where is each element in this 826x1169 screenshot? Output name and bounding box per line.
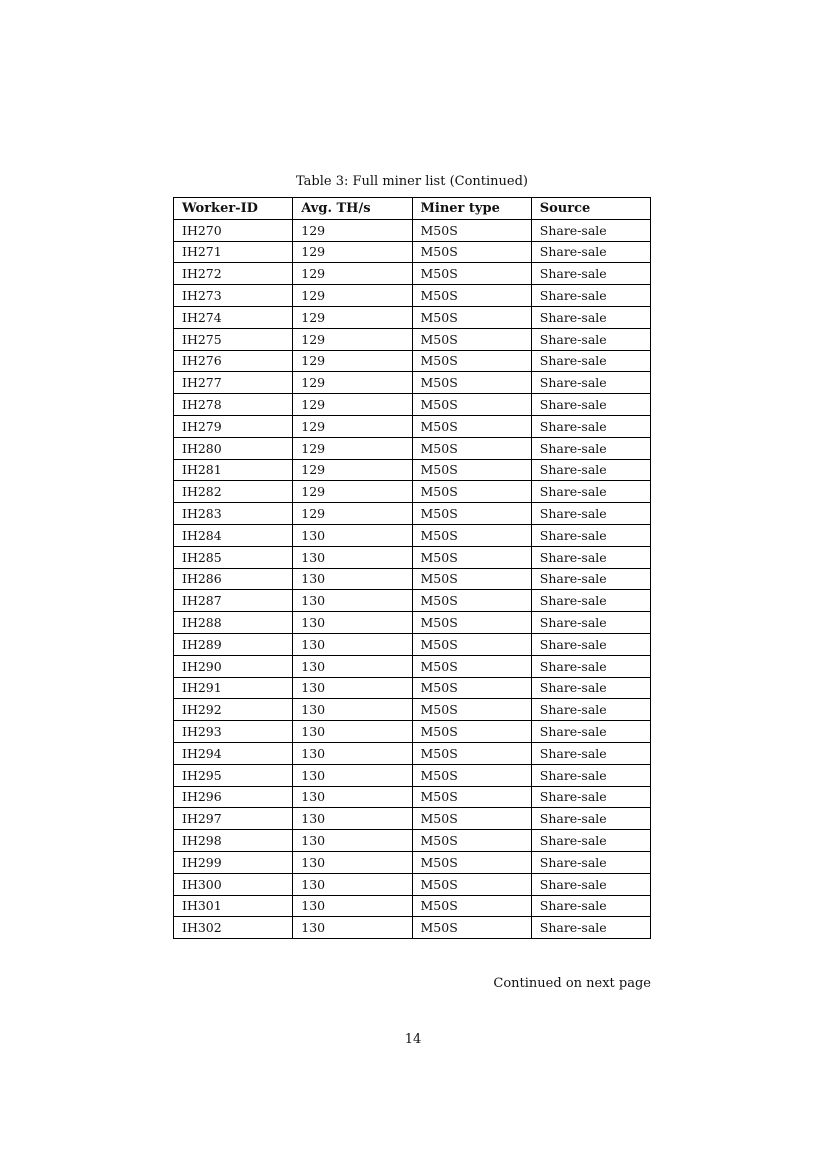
cell-avg-ths: 130 (293, 786, 412, 808)
cell-worker-id: IH281 (174, 459, 293, 481)
cell-worker-id: IH271 (174, 241, 293, 263)
table-row (174, 742, 651, 764)
cell-source: Share-sale (531, 394, 650, 416)
cell-miner-type: M50S (412, 481, 531, 503)
cell-avg-ths: 129 (293, 503, 412, 525)
cell-avg-ths: 129 (293, 285, 412, 307)
cell-miner-type: M50S (412, 524, 531, 546)
cell-miner-type: M50S (412, 459, 531, 481)
table-row (174, 285, 651, 307)
cell-avg-ths: 130 (293, 917, 412, 939)
header-source: Source (531, 198, 650, 220)
cell-worker-id: IH275 (174, 328, 293, 350)
cell-worker-id: IH279 (174, 415, 293, 437)
cell-worker-id: IH295 (174, 764, 293, 786)
cell-source: Share-sale (531, 219, 650, 241)
cell-miner-type: M50S (412, 917, 531, 939)
cell-miner-type: M50S (412, 873, 531, 895)
cell-avg-ths: 130 (293, 546, 412, 568)
cell-avg-ths: 130 (293, 568, 412, 590)
cell-worker-id: IH291 (174, 677, 293, 699)
cell-avg-ths: 129 (293, 394, 412, 416)
cell-source: Share-sale (531, 306, 650, 328)
cell-worker-id: IH293 (174, 721, 293, 743)
table-row (174, 350, 651, 372)
cell-worker-id: IH294 (174, 742, 293, 764)
cell-miner-type: M50S (412, 546, 531, 568)
header-miner-type: Miner type (412, 198, 531, 220)
table-row (174, 481, 651, 503)
table-row (174, 917, 651, 939)
cell-source: Share-sale (531, 503, 650, 525)
table-row (174, 786, 651, 808)
page-number: 14 (404, 1032, 422, 1047)
cell-source: Share-sale (531, 546, 650, 568)
cell-miner-type: M50S (412, 503, 531, 525)
cell-avg-ths: 130 (293, 612, 412, 634)
cell-miner-type: M50S (412, 612, 531, 634)
cell-worker-id: IH290 (174, 655, 293, 677)
cell-worker-id: IH287 (174, 590, 293, 612)
cell-source: Share-sale (531, 677, 650, 699)
cell-worker-id: IH273 (174, 285, 293, 307)
cell-worker-id: IH286 (174, 568, 293, 590)
cell-avg-ths: 130 (293, 764, 412, 786)
cell-source: Share-sale (531, 895, 650, 917)
cell-avg-ths: 130 (293, 895, 412, 917)
table-row (174, 699, 651, 721)
cell-miner-type: M50S (412, 219, 531, 241)
cell-avg-ths: 129 (293, 481, 412, 503)
table-row (174, 830, 651, 852)
cell-miner-type: M50S (412, 721, 531, 743)
cell-miner-type: M50S (412, 677, 531, 699)
cell-miner-type: M50S (412, 699, 531, 721)
cell-worker-id: IH289 (174, 633, 293, 655)
table-row (174, 328, 651, 350)
cell-avg-ths: 130 (293, 830, 412, 852)
cell-avg-ths: 130 (293, 524, 412, 546)
cell-source: Share-sale (531, 524, 650, 546)
cell-source: Share-sale (531, 721, 650, 743)
cell-source: Share-sale (531, 415, 650, 437)
cell-miner-type: M50S (412, 786, 531, 808)
cell-worker-id: IH284 (174, 524, 293, 546)
cell-worker-id: IH280 (174, 437, 293, 459)
cell-source: Share-sale (531, 808, 650, 830)
cell-worker-id: IH282 (174, 481, 293, 503)
cell-miner-type: M50S (412, 328, 531, 350)
cell-source: Share-sale (531, 873, 650, 895)
cell-miner-type: M50S (412, 764, 531, 786)
cell-miner-type: M50S (412, 285, 531, 307)
cell-worker-id: IH285 (174, 546, 293, 568)
cell-source: Share-sale (531, 633, 650, 655)
cell-worker-id: IH272 (174, 263, 293, 285)
cell-source: Share-sale (531, 437, 650, 459)
cell-source: Share-sale (531, 612, 650, 634)
cell-worker-id: IH274 (174, 306, 293, 328)
cell-source: Share-sale (531, 328, 650, 350)
cell-source: Share-sale (531, 830, 650, 852)
cell-source: Share-sale (531, 241, 650, 263)
table-row (174, 677, 651, 699)
table-row (174, 546, 651, 568)
header-avg-ths: Avg. TH/s (293, 198, 412, 220)
cell-avg-ths: 129 (293, 459, 412, 481)
cell-miner-type: M50S (412, 350, 531, 372)
cell-worker-id: IH299 (174, 851, 293, 873)
cell-miner-type: M50S (412, 372, 531, 394)
cell-miner-type: M50S (412, 263, 531, 285)
cell-miner-type: M50S (412, 590, 531, 612)
table-row (174, 851, 651, 873)
table-row (174, 568, 651, 590)
cell-avg-ths: 130 (293, 590, 412, 612)
table-row (174, 219, 651, 241)
table-row (174, 394, 651, 416)
cell-miner-type: M50S (412, 742, 531, 764)
cell-source: Share-sale (531, 764, 650, 786)
cell-worker-id: IH302 (174, 917, 293, 939)
table-row (174, 437, 651, 459)
cell-avg-ths: 130 (293, 633, 412, 655)
table-row (174, 895, 651, 917)
table-row (174, 612, 651, 634)
table-row (174, 590, 651, 612)
cell-source: Share-sale (531, 350, 650, 372)
cell-avg-ths: 129 (293, 306, 412, 328)
cell-worker-id: IH283 (174, 503, 293, 525)
cell-miner-type: M50S (412, 437, 531, 459)
cell-worker-id: IH300 (174, 873, 293, 895)
cell-miner-type: M50S (412, 851, 531, 873)
cell-avg-ths: 129 (293, 372, 412, 394)
cell-worker-id: IH270 (174, 219, 293, 241)
cell-worker-id: IH296 (174, 786, 293, 808)
cell-worker-id: IH276 (174, 350, 293, 372)
cell-source: Share-sale (531, 285, 650, 307)
cell-avg-ths: 130 (293, 873, 412, 895)
cell-miner-type: M50S (412, 895, 531, 917)
cell-avg-ths: 130 (293, 699, 412, 721)
table-row (174, 808, 651, 830)
table-row (174, 764, 651, 786)
cell-source: Share-sale (531, 590, 650, 612)
table-row (174, 503, 651, 525)
cell-source: Share-sale (531, 263, 650, 285)
cell-avg-ths: 129 (293, 263, 412, 285)
table-row (174, 633, 651, 655)
continued-note: Continued on next page (493, 976, 651, 991)
cell-source: Share-sale (531, 655, 650, 677)
cell-miner-type: M50S (412, 241, 531, 263)
cell-worker-id: IH301 (174, 895, 293, 917)
table-row (174, 524, 651, 546)
cell-avg-ths: 130 (293, 808, 412, 830)
table-row (174, 241, 651, 263)
cell-worker-id: IH298 (174, 830, 293, 852)
cell-miner-type: M50S (412, 415, 531, 437)
cell-miner-type: M50S (412, 655, 531, 677)
cell-source: Share-sale (531, 372, 650, 394)
table-row (174, 415, 651, 437)
cell-avg-ths: 130 (293, 677, 412, 699)
cell-miner-type: M50S (412, 633, 531, 655)
cell-source: Share-sale (531, 786, 650, 808)
cell-worker-id: IH297 (174, 808, 293, 830)
table-row (174, 372, 651, 394)
cell-worker-id: IH278 (174, 394, 293, 416)
cell-source: Share-sale (531, 481, 650, 503)
cell-source: Share-sale (531, 459, 650, 481)
cell-avg-ths: 130 (293, 721, 412, 743)
cell-miner-type: M50S (412, 306, 531, 328)
table-row (174, 655, 651, 677)
cell-avg-ths: 129 (293, 415, 412, 437)
cell-worker-id: IH292 (174, 699, 293, 721)
cell-source: Share-sale (531, 699, 650, 721)
cell-miner-type: M50S (412, 808, 531, 830)
table-row (174, 306, 651, 328)
cell-avg-ths: 130 (293, 742, 412, 764)
header-worker-id: Worker-ID (174, 198, 293, 220)
table-row (174, 263, 651, 285)
table-row (174, 459, 651, 481)
cell-avg-ths: 129 (293, 241, 412, 263)
cell-worker-id: IH277 (174, 372, 293, 394)
cell-miner-type: M50S (412, 568, 531, 590)
cell-source: Share-sale (531, 917, 650, 939)
table-row (174, 721, 651, 743)
cell-miner-type: M50S (412, 830, 531, 852)
cell-worker-id: IH288 (174, 612, 293, 634)
table-caption: Table 3: Full miner list (Continued) (295, 174, 528, 189)
cell-source: Share-sale (531, 851, 650, 873)
cell-source: Share-sale (531, 742, 650, 764)
table-row (174, 873, 651, 895)
table-body (174, 219, 651, 938)
cell-avg-ths: 130 (293, 851, 412, 873)
cell-miner-type: M50S (412, 394, 531, 416)
table-header-row (174, 198, 651, 220)
cell-source: Share-sale (531, 568, 650, 590)
cell-avg-ths: 129 (293, 437, 412, 459)
cell-avg-ths: 130 (293, 655, 412, 677)
cell-avg-ths: 129 (293, 350, 412, 372)
cell-avg-ths: 129 (293, 219, 412, 241)
cell-avg-ths: 129 (293, 328, 412, 350)
miner-table (173, 197, 651, 939)
